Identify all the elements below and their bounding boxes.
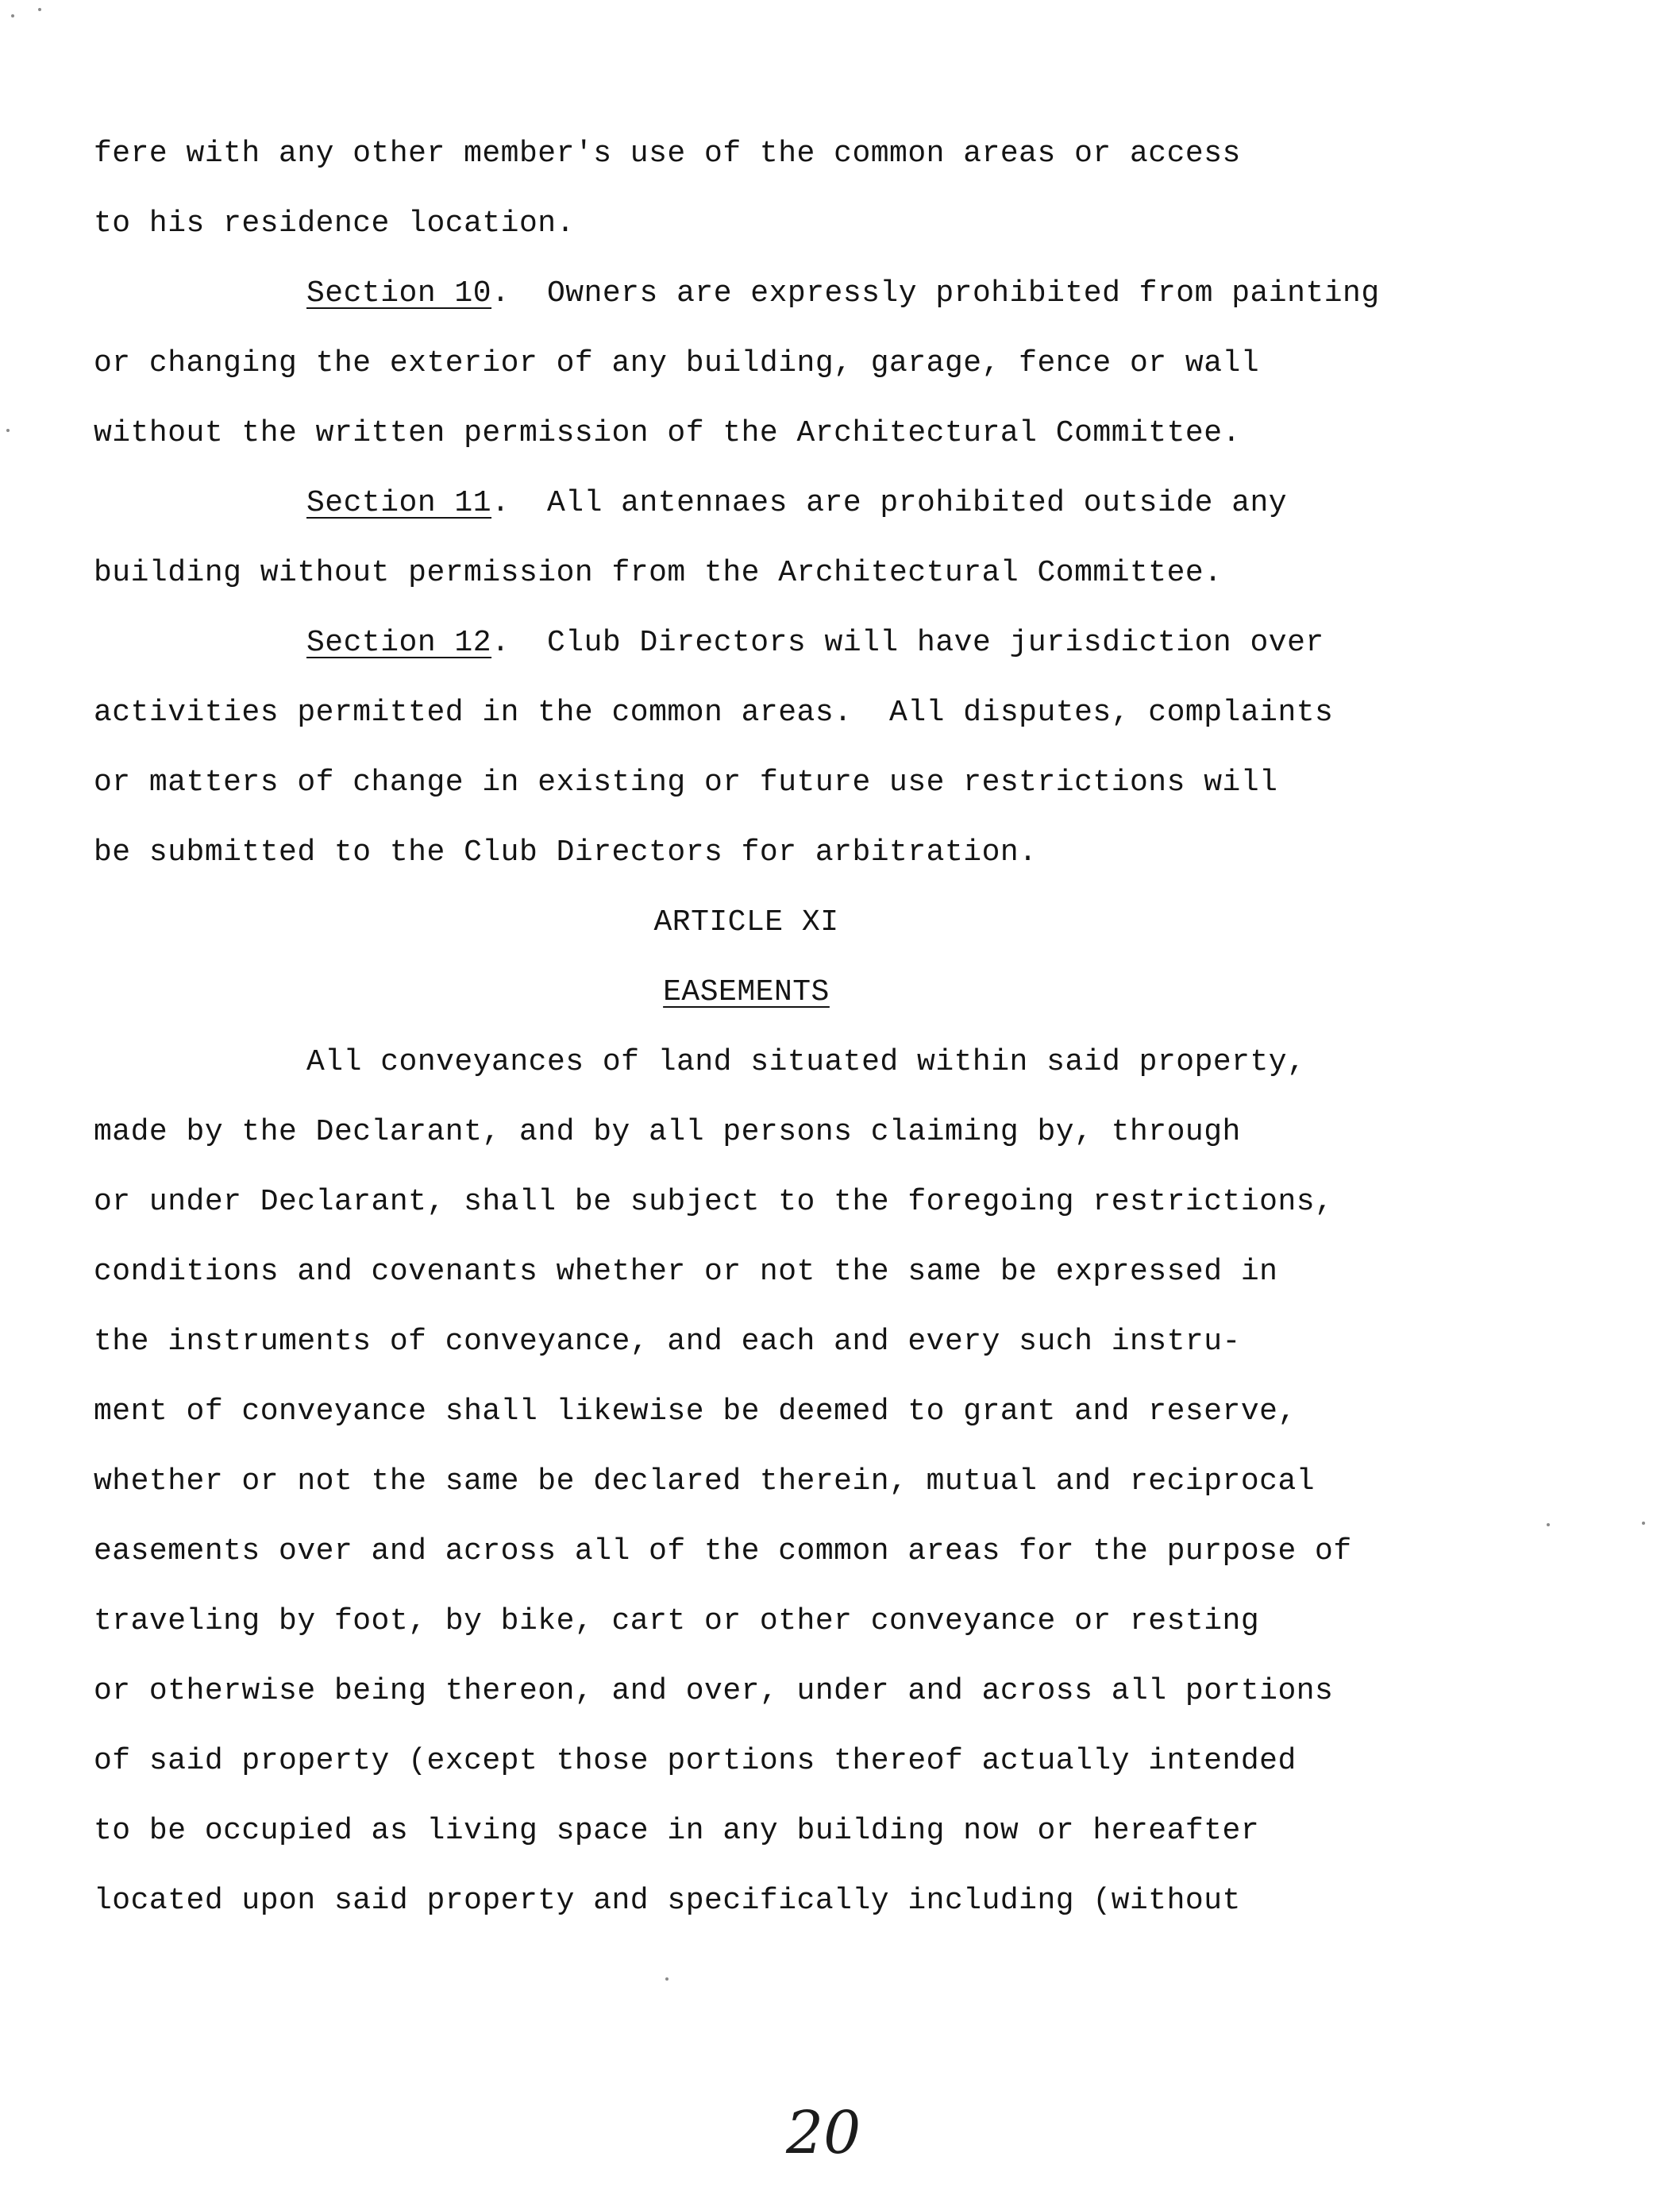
body-line: or matters of change in existing or future use restrictions will (94, 766, 1278, 800)
body-line: of said property (except those portions thereof actually intended (94, 1744, 1297, 1778)
section-10-label: Section 10 (306, 276, 492, 311)
article-heading: ARTICLE XI (653, 905, 839, 939)
section-11-label: Section 11 (306, 486, 492, 520)
scan-speck (6, 429, 10, 432)
body-line: ment of conveyance shall likewise be deemed to grant and reserve, (94, 1395, 1297, 1429)
body-line: to be occupied as living space in any building now or hereafter (94, 1814, 1260, 1848)
body-line: the instruments of conveyance, and each and every such instru- (94, 1325, 1241, 1359)
scan-speck (38, 8, 41, 11)
section-11-line (306, 484, 1287, 523)
body-line: easements over and across all of the common areas for the purpose of (94, 1534, 1352, 1568)
body-line: conditions and covenants whether or not the same be expressed in (94, 1255, 1278, 1289)
scan-speck (1547, 1523, 1550, 1526)
section-12-text: . Club Directors will have jurisdiction over (491, 626, 1324, 660)
body-line: or under Declarant, shall be subject to the foregoing restrictions, (94, 1185, 1334, 1219)
body-line: or otherwise being thereon, and over, under and across all portions (94, 1674, 1334, 1708)
section-10-text: . Owners are expressly prohibited from painting (491, 276, 1380, 311)
body-line: without the written permission of the Architectural Committee. (94, 416, 1241, 450)
body-line: to his residence location. (94, 206, 575, 241)
body-line: All conveyances of land situated within said property, (306, 1045, 1306, 1079)
body-line: activities permitted in the common areas. All disputes, complaints (94, 696, 1334, 730)
section-12-line (306, 624, 1324, 662)
section-11-text: . All antennaes are prohibited outside any (491, 486, 1288, 520)
section-12-label: Section 12 (306, 626, 492, 660)
body-line: fere with any other member's use of the common areas or access (94, 137, 1241, 171)
body-line: be submitted to the Club Directors for arbitration. (94, 835, 1038, 870)
article-subheading: EASEMENTS (663, 975, 830, 1009)
scan-speck (1642, 1522, 1645, 1525)
scan-speck (11, 14, 14, 17)
body-line: made by the Declarant, and by all persons claiming by, through (94, 1115, 1241, 1149)
section-10-line (306, 275, 1380, 313)
body-line: located upon said property and specifically including (without (94, 1884, 1241, 1918)
scan-speck (665, 1977, 669, 1981)
body-line: whether or not the same be declared therein, mutual and reciprocal (94, 1464, 1316, 1499)
body-line: traveling by foot, by bike, cart or other conveyance or resting (94, 1604, 1260, 1638)
body-line: or changing the exterior of any building, garage, fence or wall (94, 346, 1260, 380)
page-number: 20 (786, 2099, 861, 2167)
body-line: building without permission from the Architectural Committee. (94, 556, 1223, 590)
